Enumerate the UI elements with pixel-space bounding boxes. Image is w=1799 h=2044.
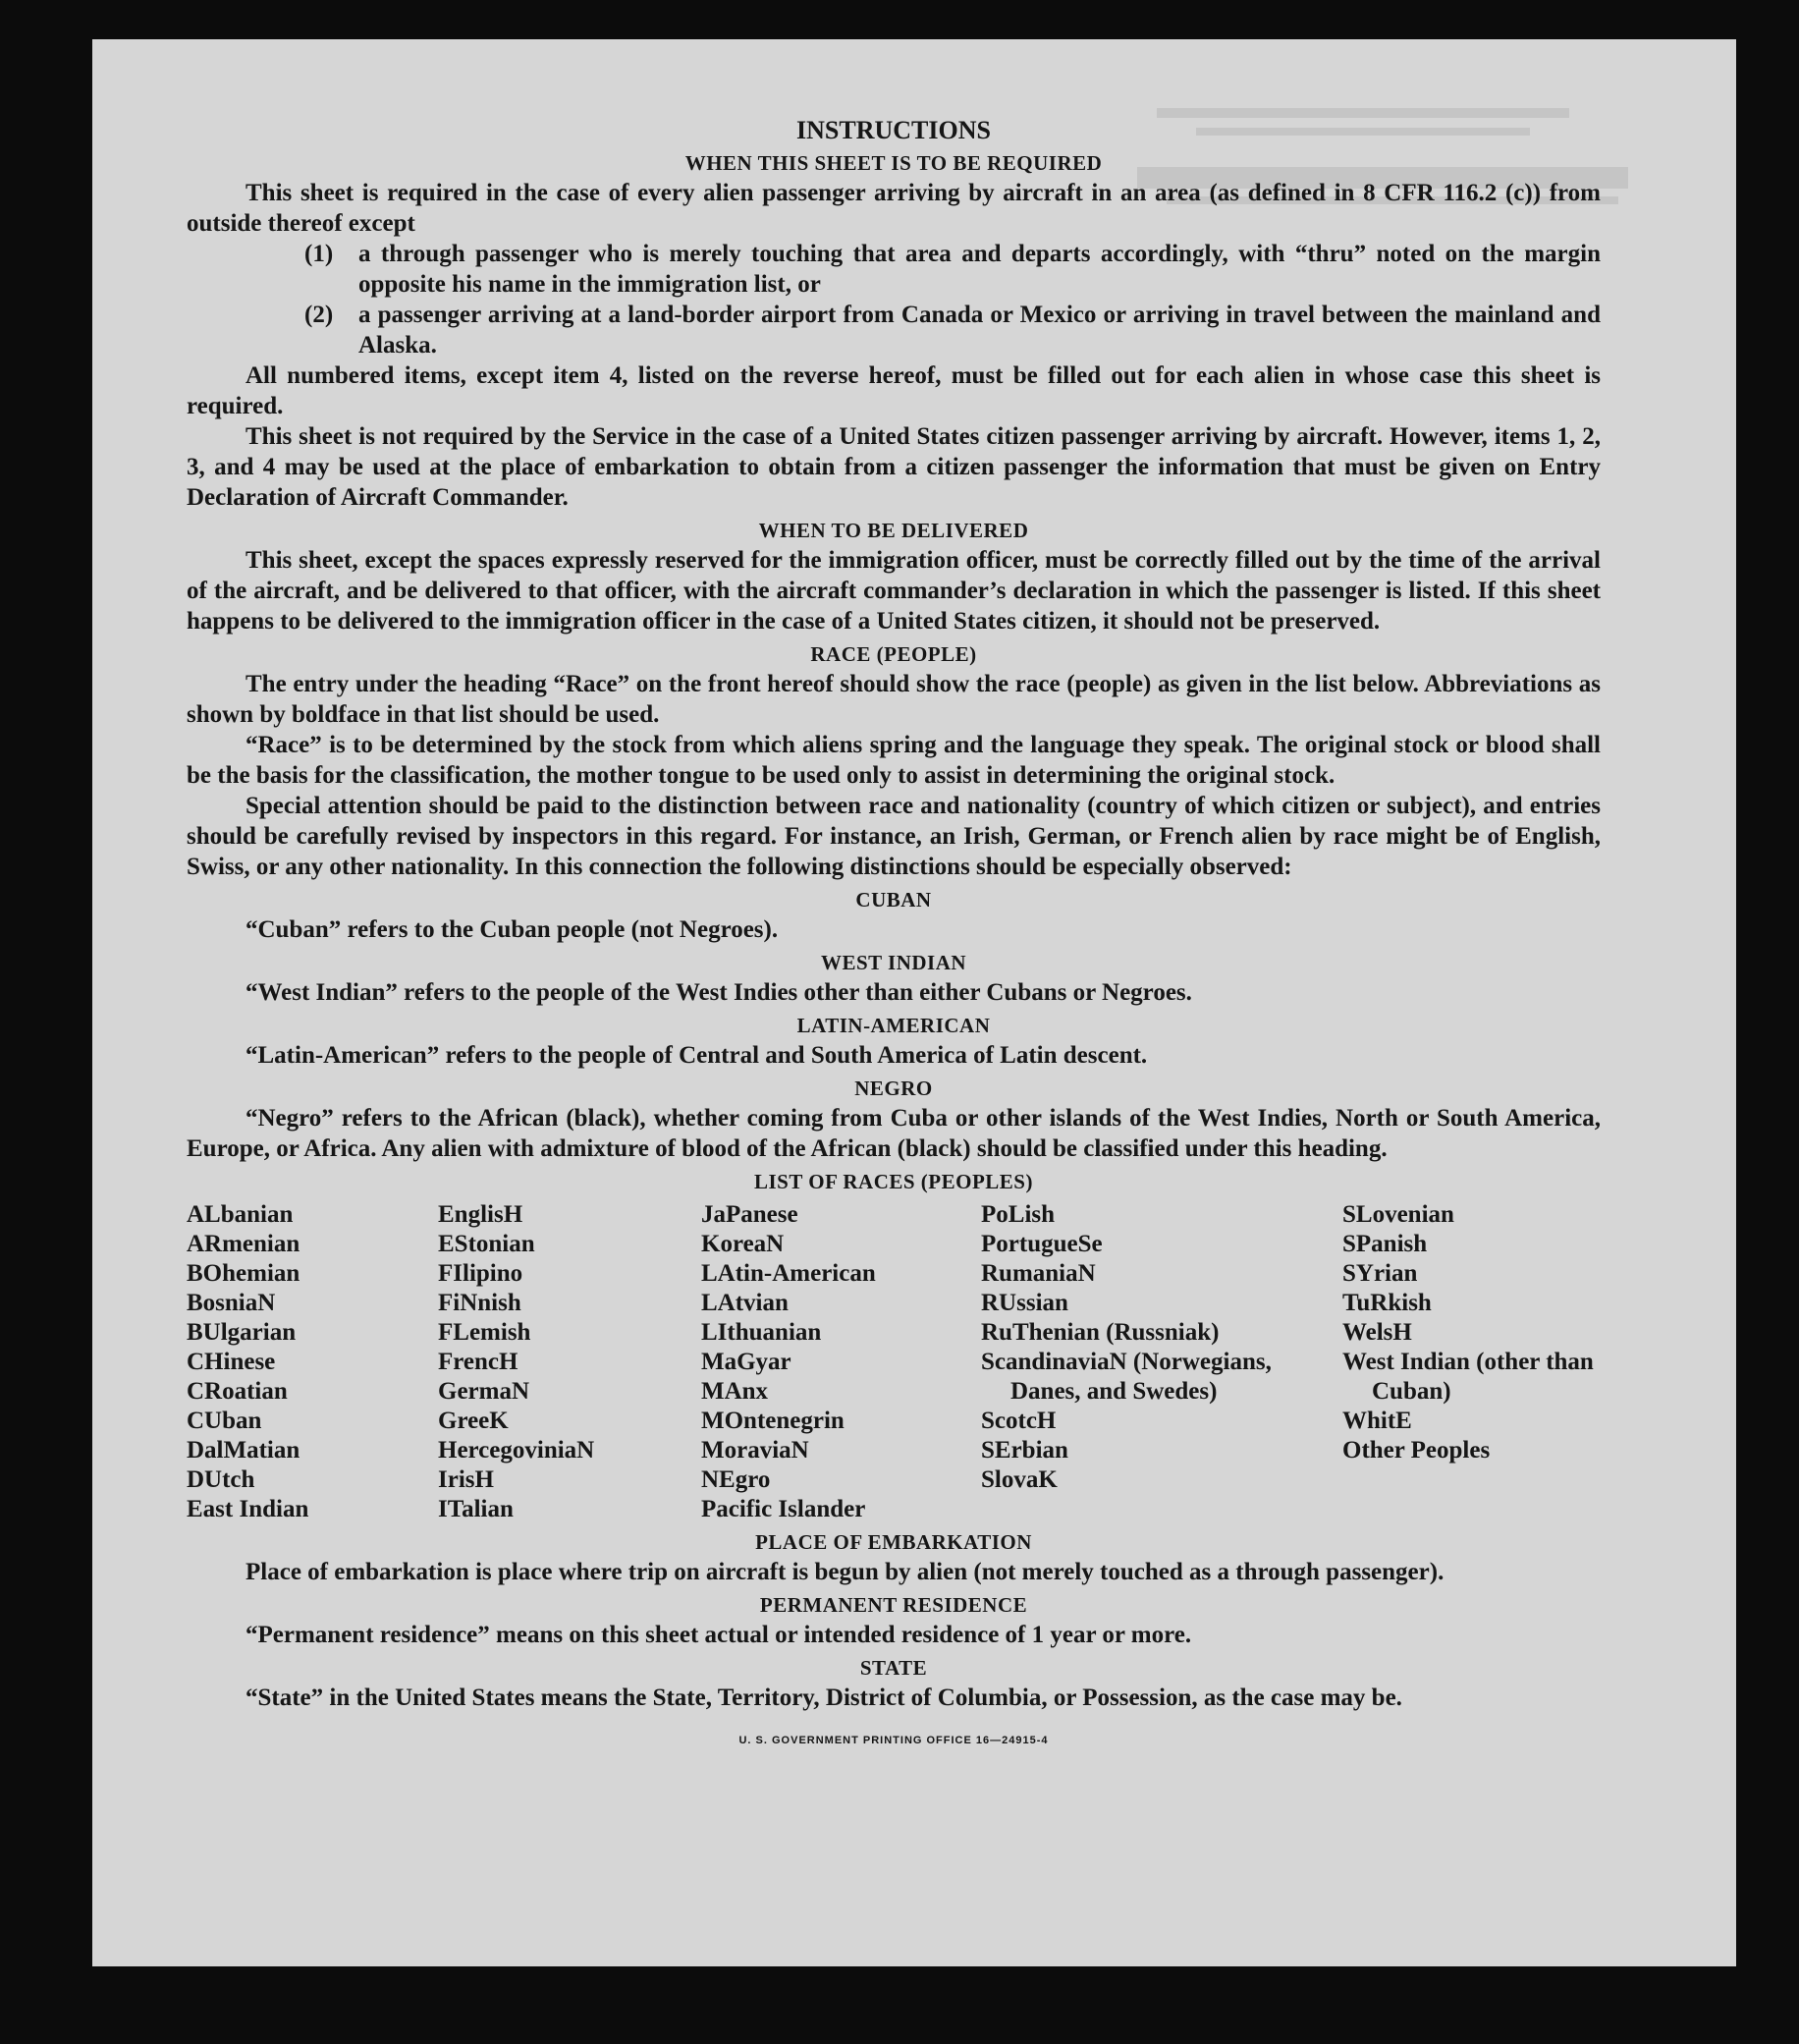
race-entry: RumaniaN xyxy=(981,1260,1096,1287)
races-column-2 xyxy=(438,1200,701,1524)
race-entry: East Indian xyxy=(187,1496,309,1522)
item-text: a through passenger who is merely touching that area and departs accordingly, with “thru” noted on the margin opposite his name in the immigration list, or xyxy=(358,241,1601,298)
race-entry: LAtin-American xyxy=(701,1260,876,1287)
race-entry: MOntenegrin xyxy=(701,1408,845,1434)
race-entry: EStonian xyxy=(438,1231,535,1257)
race-entry: Pacific Islander xyxy=(701,1496,866,1522)
race-entry: JaPanese xyxy=(701,1201,798,1228)
item-number: (1) xyxy=(304,241,334,267)
race-entry: MAnx xyxy=(701,1378,769,1405)
race-entry: GreeK xyxy=(438,1408,509,1434)
heading-races-list: LIST OF RACES (PEOPLES) xyxy=(754,1170,1033,1193)
race-entry: CUban xyxy=(187,1408,262,1434)
race-entry: West Indian (other than Cuban) xyxy=(1342,1349,1594,1405)
instructions-body xyxy=(187,116,1601,1746)
embarkation-paragraph: Place of embarkation is place where trip on aircraft is begun by alien (not merely touched as a through passenger). xyxy=(245,1559,1445,1585)
race-entry: PortugueSe xyxy=(981,1231,1103,1257)
race-paragraph-3: Special attention should be paid to the distinction between race and nationality (country of which citizen or subject), and entries should be carefully revised by inspectors in this regard. For instance, an Irish, German, or French alien by race might be of English, Swiss, or any other nationality. In this connection the following distinctions should be especially observed: xyxy=(187,793,1601,880)
race-entry: FLemish xyxy=(438,1319,531,1346)
printing-office-footer: U. S. GOVERNMENT PRINTING OFFICE 16—24915-4 xyxy=(738,1735,1049,1746)
races-column-1 xyxy=(187,1200,438,1524)
race-entry: SLovenian xyxy=(1342,1201,1454,1228)
race-paragraph-2: “Race” is to be determined by the stock from which aliens spring and the language they speak. The original stock or blood shall be the basis for the classification, the mother tongue to be used only to assist in determining the original stock. xyxy=(187,732,1601,789)
race-entry: MaGyar xyxy=(701,1349,791,1375)
race-entry: WelsH xyxy=(1342,1319,1412,1346)
race-entry: IrisH xyxy=(438,1466,494,1493)
race-entry: SPanish xyxy=(1342,1231,1428,1257)
race-entry: KoreaN xyxy=(701,1231,785,1257)
heading-embarkation: PLACE OF EMBARKATION xyxy=(755,1530,1032,1554)
race-entry: BOhemian xyxy=(187,1260,300,1287)
race-entry: DalMatian xyxy=(187,1437,300,1464)
race-paragraph-1: The entry under the heading “Race” on the front hereof should show the race (people) as given in the list below. Abbreviations as shown by boldface in that list should be used. xyxy=(187,671,1601,728)
exception-item xyxy=(187,300,1601,360)
races-column-4 xyxy=(981,1200,1342,1524)
required-paragraph: This sheet is required in the case of every alien passenger arriving by aircraft in an area (as defined in 8 CFR 116.2 (c)) from outside thereof except xyxy=(187,180,1601,237)
race-entry: ITalian xyxy=(438,1496,514,1522)
race-entry: ALbanian xyxy=(187,1201,294,1228)
cuban-paragraph: “Cuban” refers to the Cuban people (not Negroes). xyxy=(245,916,779,943)
exception-item xyxy=(187,239,1601,300)
west-indian-paragraph: “West Indian” refers to the people of the West Indies other than either Cubans or Negroes. xyxy=(245,979,1192,1006)
heading-race: RACE (PEOPLE) xyxy=(810,642,977,666)
race-entry: DUtch xyxy=(187,1466,255,1493)
race-entry: TuRkish xyxy=(1342,1290,1432,1316)
race-entry: FiNnish xyxy=(438,1290,521,1316)
race-entry: CRoatian xyxy=(187,1378,288,1405)
race-entry: LAtvian xyxy=(701,1290,789,1316)
race-entry: LIthuanian xyxy=(701,1319,822,1346)
heading-west-indian: WEST INDIAN xyxy=(820,951,967,974)
race-entry: BosniaN xyxy=(187,1290,276,1316)
race-entry: NEgro xyxy=(701,1466,771,1493)
numbered-items-paragraph: All numbered items, except item 4, listed on the reverse hereof, must be filled out for each alien in whose case this sheet is required. xyxy=(187,362,1601,419)
race-entry: RuThenian (Russniak) xyxy=(981,1319,1220,1346)
residence-paragraph: “Permanent residence” means on this sheet actual or intended residence of 1 year or more. xyxy=(245,1622,1192,1648)
delivered-paragraph: This sheet, except the spaces expressly reserved for the immigration officer, must be correctly filled out by the time of the arrival of the aircraft, and be delivered to that officer, with the aircraft commander’s declaration in which the passenger is listed. If this sheet happens to be delivered to the immigration officer in the case of a United States citizen, it should not be preserved. xyxy=(187,547,1601,635)
item-text: a passenger arriving at a land-border airport from Canada or Mexico or arriving in travel between the mainland and Alaska. xyxy=(358,302,1601,359)
document-page xyxy=(92,39,1736,1966)
race-entry: HercegoviniaN xyxy=(438,1437,595,1464)
race-entry: Other Peoples xyxy=(1342,1437,1491,1464)
races-column-3 xyxy=(701,1200,981,1524)
race-entry: MoraviaN xyxy=(701,1437,809,1464)
citizen-paragraph: This sheet is not required by the Service in the case of a United States citizen passenger arriving by aircraft. However, items 1, 2, 3, and 4 may be used at the place of embarkation to obtain from a citizen passenger the information that must be given on Entry Declaration of Aircraft Commander. xyxy=(187,423,1601,511)
heading-delivered: WHEN TO BE DELIVERED xyxy=(758,519,1029,542)
race-entry: ScotcH xyxy=(981,1408,1057,1434)
race-entry: GermaN xyxy=(438,1378,530,1405)
race-entry: RUssian xyxy=(981,1290,1068,1316)
races-list xyxy=(187,1200,1601,1524)
race-entry: WhitE xyxy=(1342,1408,1412,1434)
race-entry: FIlipino xyxy=(438,1260,523,1287)
race-entry: SlovaK xyxy=(981,1466,1058,1493)
state-paragraph: “State” in the United States means the State, Territory, District of Columbia, or Possession, as the case may be. xyxy=(245,1685,1402,1711)
heading-state: STATE xyxy=(859,1656,928,1680)
heading-required: WHEN THIS SHEET IS TO BE REQUIRED xyxy=(684,151,1103,175)
race-entry: BUlgarian xyxy=(187,1319,297,1346)
race-entry: CHinese xyxy=(187,1349,276,1375)
race-entry: ARmenian xyxy=(187,1231,300,1257)
race-entry: FrencH xyxy=(438,1349,518,1375)
heading-negro: NEGRO xyxy=(854,1077,933,1100)
heading-residence: PERMANENT RESIDENCE xyxy=(759,1593,1028,1617)
race-entry: SErbian xyxy=(981,1437,1068,1464)
race-entry: PoLish xyxy=(981,1201,1056,1228)
race-entry: SYrian xyxy=(1342,1260,1418,1287)
race-entry: EnglisH xyxy=(438,1201,523,1228)
heading-cuban: CUBAN xyxy=(855,888,932,912)
page-title: INSTRUCTIONS xyxy=(796,116,991,144)
races-column-5 xyxy=(1342,1200,1601,1524)
negro-paragraph: “Negro” refers to the African (black), whether coming from Cuba or other islands of the West Indies, North or South America, Europe, or Africa. Any alien with admixture of blood of the African (black) should be classified under this heading. xyxy=(187,1105,1601,1162)
latin-american-paragraph: “Latin-American” refers to the people of Central and South America of Latin descent. xyxy=(245,1042,1148,1069)
heading-latin-american: LATIN-AMERICAN xyxy=(796,1014,991,1037)
item-number: (2) xyxy=(304,302,334,328)
race-entry: ScandinaviaN (Norwegians, Danes, and Swedes) xyxy=(981,1349,1272,1405)
